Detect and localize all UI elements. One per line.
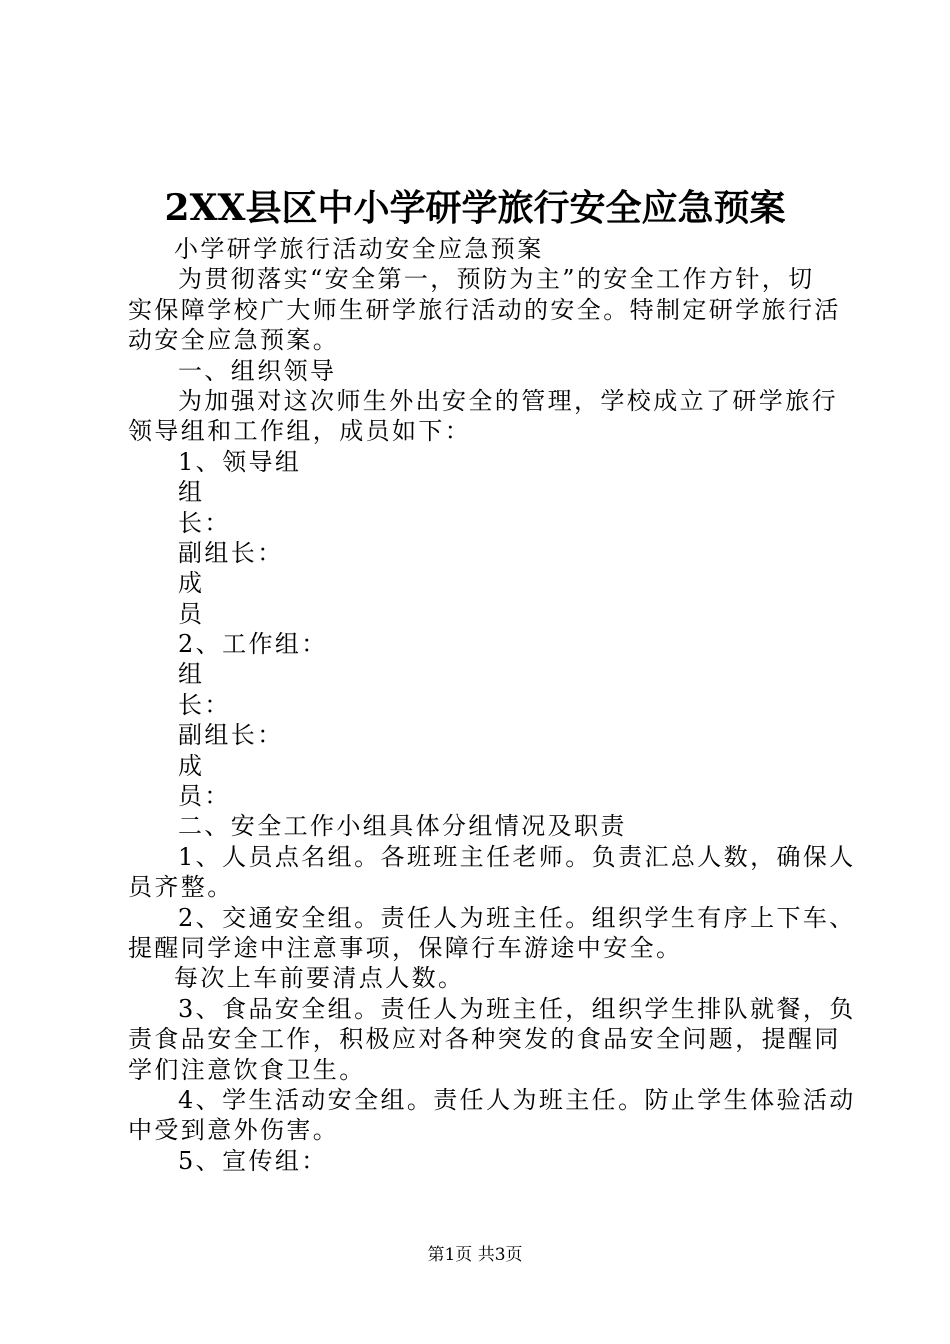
list-item: 副组长： (178, 721, 284, 750)
list-item: 1、领导组 (178, 447, 302, 476)
list-item: 副组长： (178, 538, 284, 567)
section-heading: 二、安全工作小组具体分组情况及职责 (178, 812, 627, 841)
paragraph-line: 实保障学校广大师生研学旅行活动的安全。特制定研学旅行活 (128, 295, 841, 324)
list-item: 员： (178, 782, 231, 811)
page-footer: 第1页 共3页 (427, 1245, 523, 1265)
list-item: 组 (178, 478, 205, 507)
paragraph-line: 4、学生活动安全组。责任人为班主任。防止学生体验活动 (178, 1085, 856, 1114)
document-body (128, 234, 856, 1176)
list-item: 员 (178, 599, 205, 628)
paragraph-line: 1、人员点名组。各班班主任老师。负责汇总人数，确保人 (178, 842, 856, 871)
paragraph-line: 学们注意饮食卫生。 (128, 1055, 366, 1084)
list-item: 组 (178, 660, 205, 689)
list-item: 成 (178, 751, 205, 780)
paragraph-line: 为贯彻落实“安全第一，预防为主”的安全工作方针，切 (178, 265, 815, 294)
list-item: 成 (178, 569, 205, 598)
paragraph-line: 提醒同学途中注意事项，保障行车游途中安全。 (128, 933, 683, 962)
paragraph-line: 每次上车前要清点人数。 (174, 964, 465, 993)
subtitle-line: 小学研学旅行活动安全应急预案 (174, 235, 544, 263)
list-item: 长： (178, 690, 231, 719)
paragraph-line: 2、交通安全组。责任人为班主任。组织学生有序上下车、 (178, 903, 856, 932)
paragraph-line: 动安全应急预案。 (128, 326, 340, 355)
paragraph-line: 领导组和工作组，成员如下： (128, 417, 472, 446)
paragraph-line: 为加强对这次师生外出安全的管理，学校成立了研学旅行 (178, 386, 838, 415)
list-item: 长： (178, 508, 231, 537)
paragraph-line: 责食品安全工作，积极应对各种突发的食品安全问题，提醒同 (128, 1025, 841, 1054)
document-title: 2XX县区中小学研学旅行安全应急预案 (164, 187, 786, 229)
paragraph-line: 3、食品安全组。责任人为班主任，组织学生排队就餐，负 (178, 994, 856, 1023)
paragraph-line: 员齐整。 (128, 873, 234, 902)
list-item: 2、工作组： (178, 630, 328, 659)
list-item: 5、宣传组： (178, 1146, 328, 1175)
paragraph-line: 中受到意外伤害。 (128, 1116, 340, 1145)
section-heading: 一、组织领导 (178, 356, 337, 385)
